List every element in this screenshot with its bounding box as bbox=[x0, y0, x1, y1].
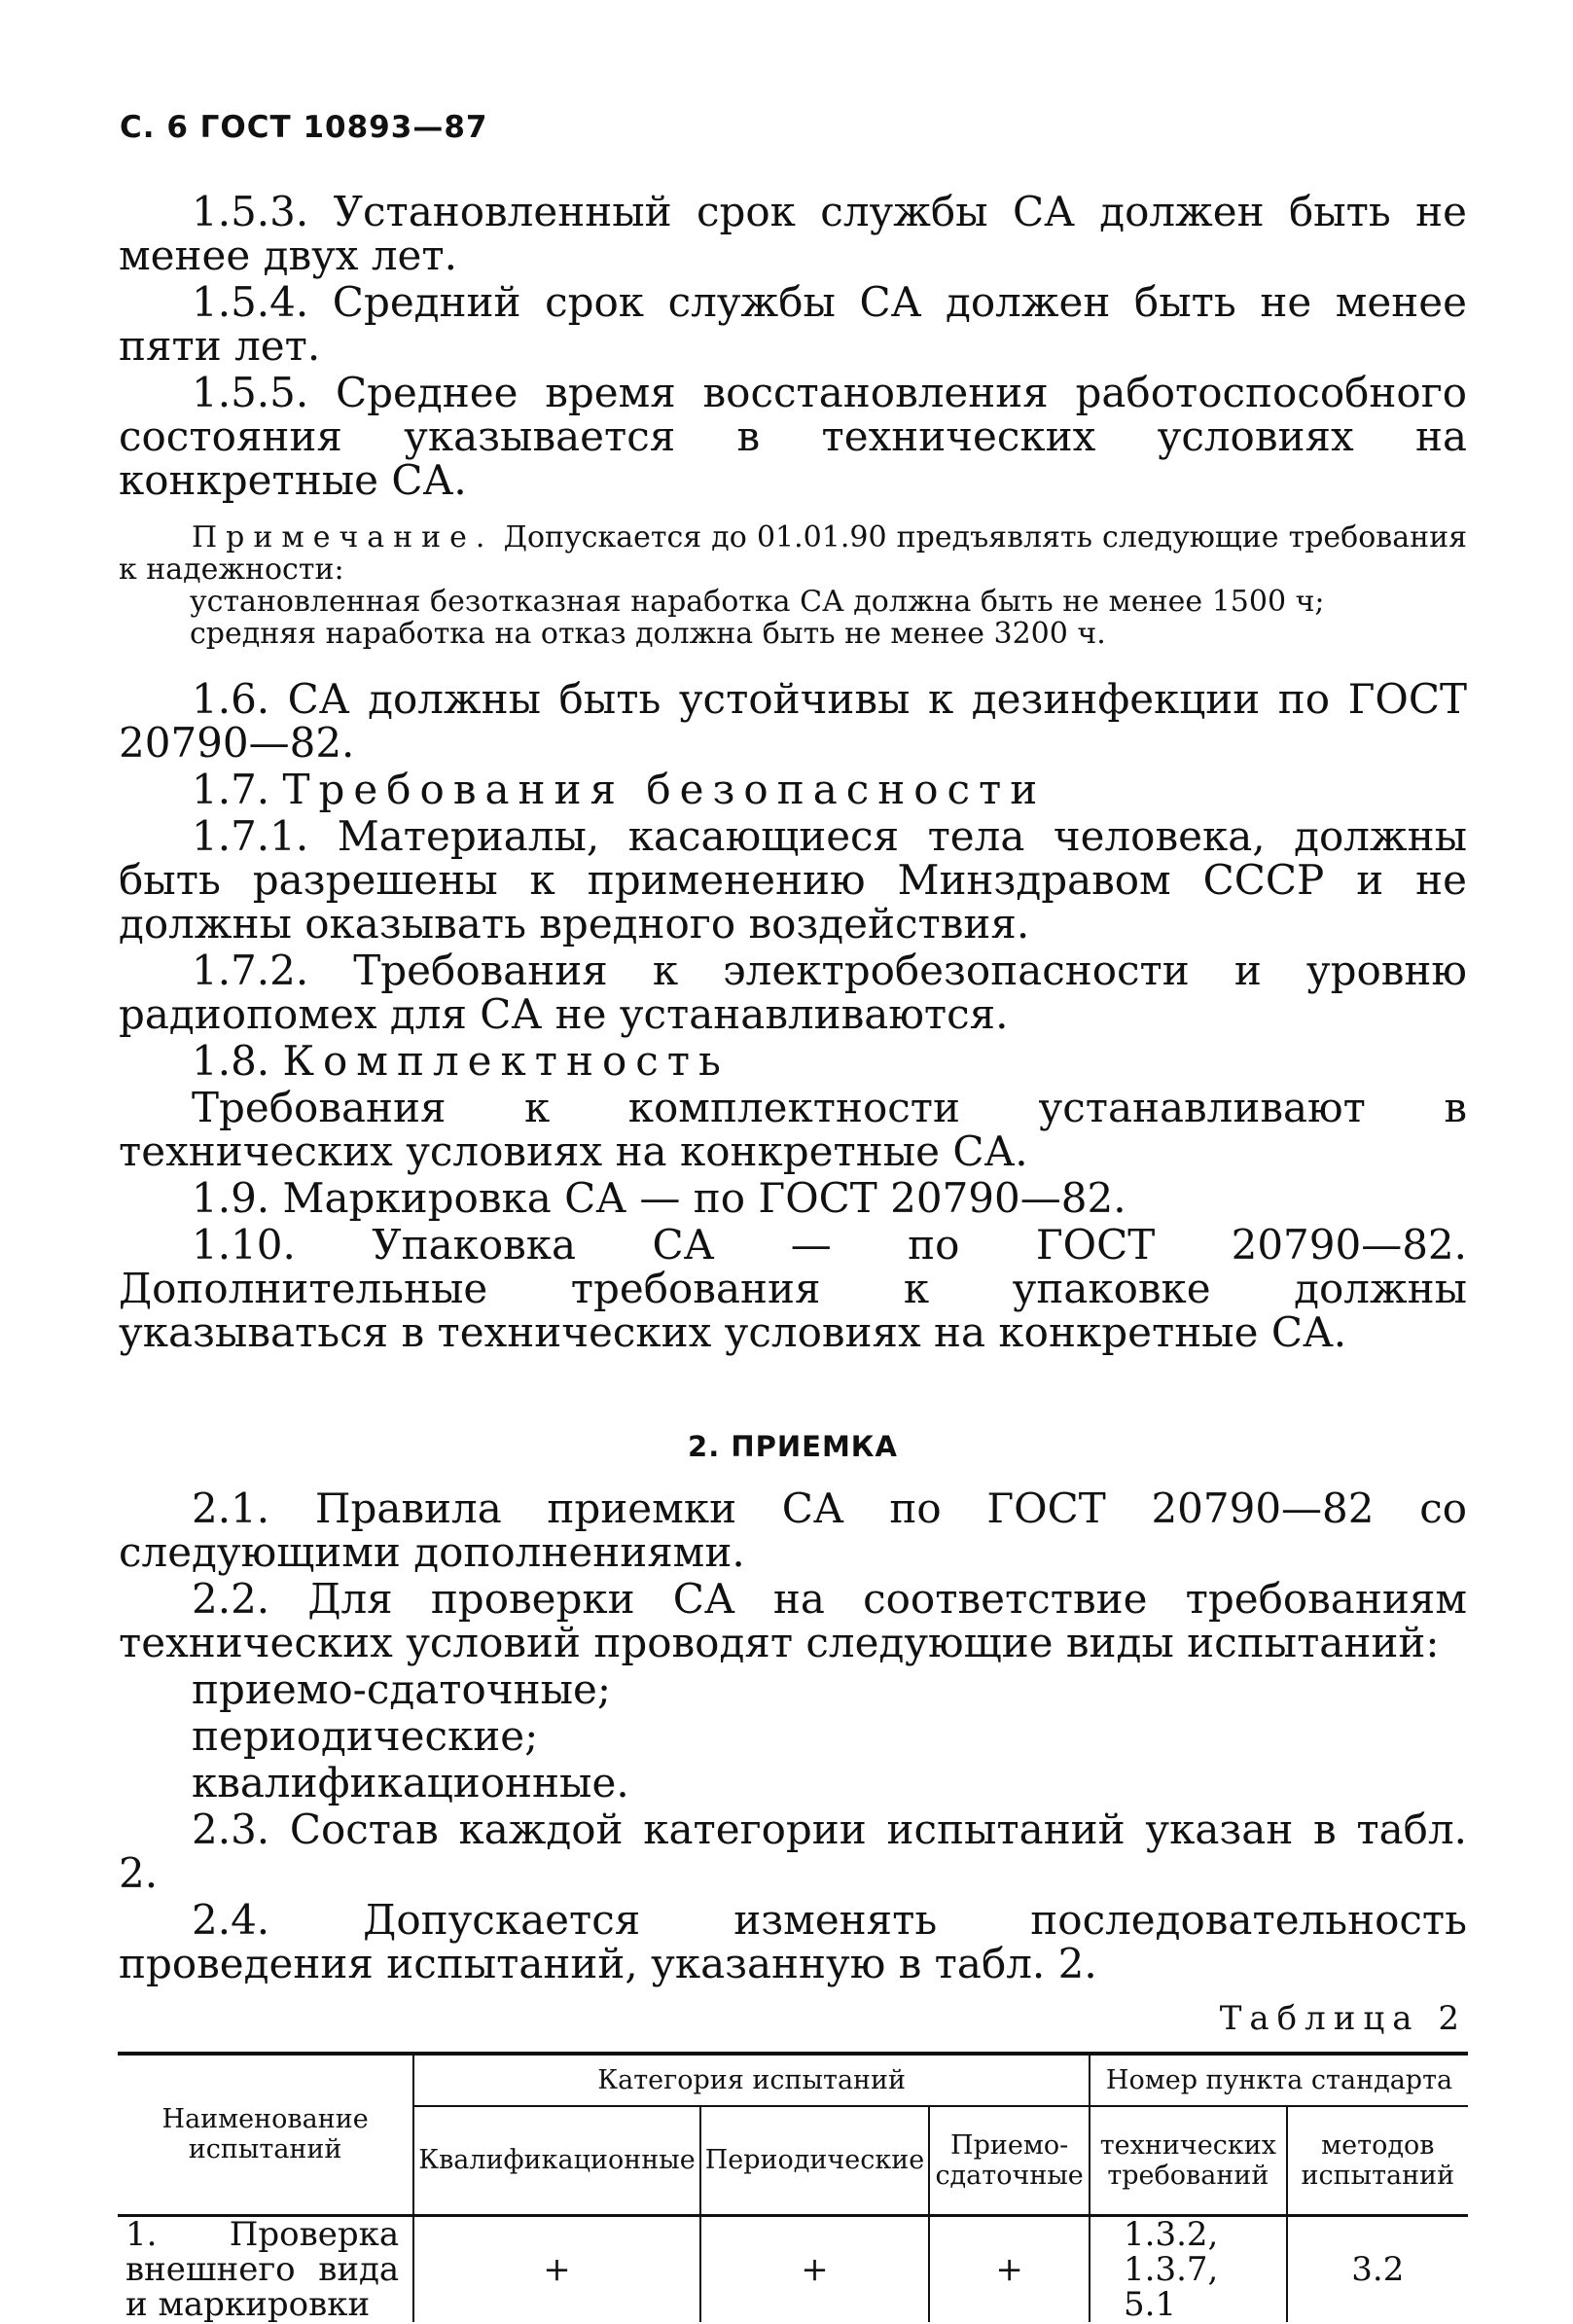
note-line: средняя наработка на отказ должна быть не менее 3200 ч. bbox=[190, 617, 1106, 651]
header-qualification: Квалификационные bbox=[413, 2106, 700, 2215]
paragraph-1-8-number: 1.8. bbox=[192, 1037, 270, 1085]
page-header: С. 6 ГОСТ 10893—87 bbox=[120, 110, 488, 145]
document-body bbox=[119, 190, 1467, 2322]
paragraph-1-6: 1.6. СА должны быть устойчивы к дезинфекции по ГОСТ 20790—82. bbox=[119, 675, 1467, 767]
row-mark-acceptance: + bbox=[929, 2215, 1090, 2322]
header-periodic: Периодические bbox=[700, 2106, 929, 2215]
header-tech-requirements: технических требований bbox=[1090, 2106, 1287, 2215]
paragraph-1-7-number: 1.7. bbox=[192, 766, 270, 813]
table-row bbox=[118, 2215, 1468, 2322]
paragraph-2-4: 2.4. Допускается изменять последовательность проведения испытаний, указанную в табл. 2. bbox=[119, 1896, 1467, 1987]
paragraph-1-9: 1.9. Маркировка СА — по ГОСТ 20790—82. bbox=[192, 1174, 1126, 1222]
list-item: приемо-сдаточные; bbox=[192, 1665, 612, 1713]
tests-table bbox=[118, 2052, 1468, 2322]
paragraph-1-10: 1.10. Упаковка СА — по ГОСТ 20790—82. Дополнительные требования к упаковке должны указываться в технических условиях на конкретные СА. bbox=[119, 1221, 1467, 1356]
header-acceptance: Приемо-сдаточные bbox=[929, 2106, 1090, 2215]
paragraph-1-8-text: Требования к комплектности устанавливают в технических условиях на конкретные СА. bbox=[119, 1084, 1467, 1175]
paragraph-1-5-4: 1.5.4. Средний срок службы СА должен быть не менее пяти лет. bbox=[119, 278, 1467, 370]
row-method-point: 3.2 bbox=[1287, 2215, 1468, 2322]
paragraph-1-8-title: Комплектность bbox=[282, 1037, 730, 1085]
note-block bbox=[119, 521, 1467, 650]
header-category: Категория испытаний bbox=[413, 2054, 1090, 2106]
paragraph-2-2: 2.2. Для проверки СА на соответствие требованиям технических условий проводят следующие виды испытаний: bbox=[119, 1575, 1467, 1666]
row-mark-qualification: + bbox=[413, 2215, 700, 2322]
note-line: установленная безотказная наработка СА должна быть не менее 1500 ч; bbox=[190, 585, 1325, 619]
row-tech-points: 1.3.2, 1.3.7, 5.1 bbox=[1090, 2215, 1287, 2322]
row-test-name: 1. Проверка внешнего вида и маркировки bbox=[125, 2214, 400, 2324]
list-item: квалификационные. bbox=[192, 1759, 629, 1806]
table-caption: Таблица 2 bbox=[1219, 1999, 1467, 2038]
paragraph-1-7-1: 1.7.1. Материалы, касающиеся тела человека, должны быть разрешены к применению Минздравом СССР и не должны оказывать вредного воздействия. bbox=[119, 812, 1467, 947]
list-item: периодические; bbox=[192, 1712, 539, 1760]
note-label: Примечание. bbox=[192, 520, 494, 554]
header-test-methods: методов испытаний bbox=[1287, 2106, 1468, 2215]
note-text bbox=[119, 521, 1467, 586]
section-heading: 2. ПРИЕМКА bbox=[688, 1430, 898, 1463]
header-standard-point: Номер пункта стандарта bbox=[1090, 2054, 1468, 2106]
paragraph-1-7-heading bbox=[119, 768, 1467, 811]
row-mark-periodic: + bbox=[700, 2215, 929, 2322]
paragraph-1-5-3: 1.5.3. Установленный срок службы СА должен быть не менее двух лет. bbox=[119, 188, 1467, 279]
paragraph-1-7-title: Требования безопасности bbox=[282, 766, 1047, 813]
paragraph-1-5-5: 1.5.5. Среднее время восстановления работоспособного состояния указывается в технических условиях на конкретные СА. bbox=[119, 369, 1467, 504]
header-test-name: Наименование испытаний bbox=[118, 2054, 413, 2215]
note-body: Допускается до 01.01.90 предъявлять следующие требования к надежности: bbox=[119, 520, 1467, 587]
paragraph-2-3: 2.3. Состав каждой категории испытаний указан в табл. 2. bbox=[119, 1806, 1467, 1897]
paragraph-1-8-heading bbox=[119, 1039, 1467, 1083]
paragraph-2-1: 2.1. Правила приемки СА по ГОСТ 20790—82 со следующими дополнениями. bbox=[119, 1484, 1467, 1576]
paragraph-1-7-2: 1.7.2. Требования к электробезопасности и уровню радиопомех для СА не устанавливаются. bbox=[119, 947, 1467, 1038]
